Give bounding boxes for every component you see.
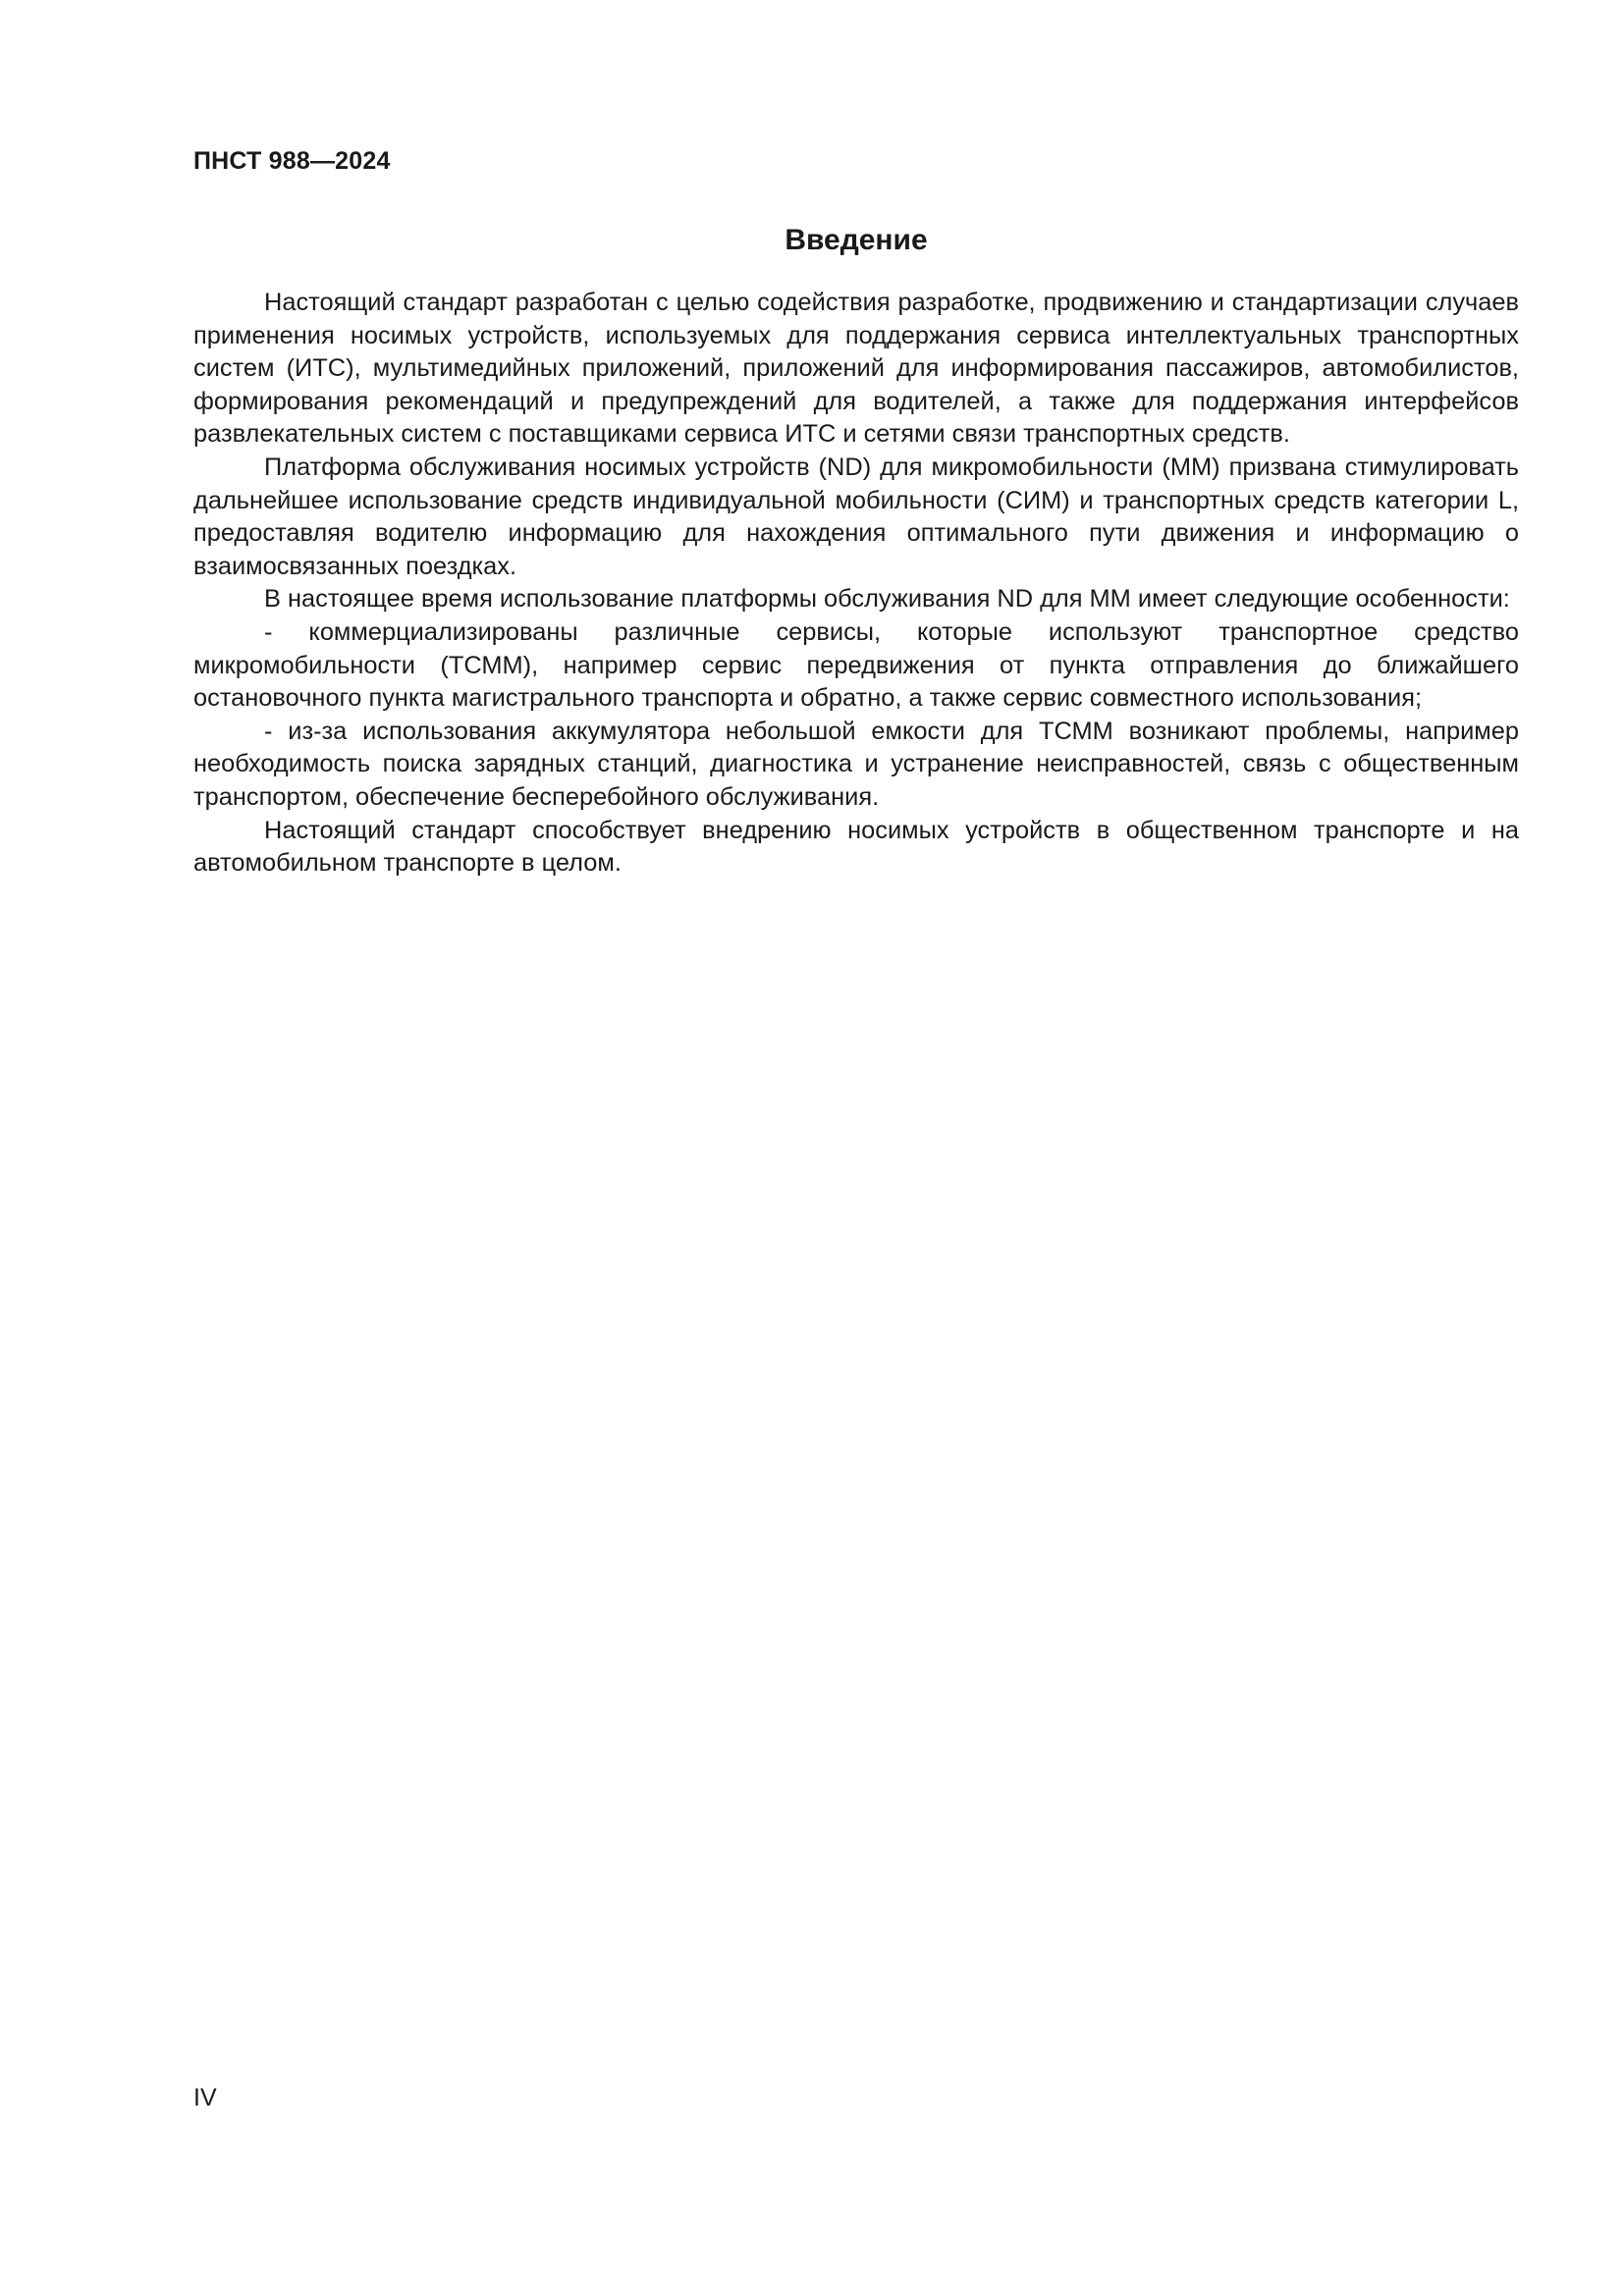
list-item: - из-за использования аккумулятора небольшой емкости для ТСММ возникают проблемы, например необходимость поиска зарядных станций, диагностика и устранение неисправностей, связь с общественным транспортом, обеспечение бесперебойного обслуживания.: [193, 717, 1519, 811]
paragraph: Настоящий стандарт способствует внедрению носимых устройств в общественном транспорте и на автомобильном транспорте в целом.: [193, 816, 1519, 878]
page-number: IV: [193, 2084, 217, 2111]
paragraph: В настоящее время использование платформы обслуживания ND для ММ имеет следующие особенности:: [264, 585, 1510, 614]
list-item: - коммерциализированы различные сервисы, которые используют транспортное средство микромобильности (ТСММ), например сервис передвижения от пункта отправления до ближайшего остановочного пункта магистрального транспорта и обратно, а также сервис совместного использования;: [193, 617, 1519, 713]
paragraph: Настоящий стандарт разработан с целью содействия разработке, продвижению и стандартизации случаев применения носимых устройств, используемых для поддержания сервиса интеллектуальных транспортных систем (ИТС), мультимедийных приложений, приложений для информирования пассажиров, автомобилистов, формирования рекомендаций и предупреждений для водителей, а также для поддержания интерфейсов развлекательных систем с поставщиками сервиса ИТС и сетями связи транспортных средств.: [193, 289, 1519, 449]
body-text: [193, 287, 1519, 881]
section-title: Введение: [785, 224, 928, 256]
standard-id: ПНСТ 988—2024: [193, 147, 391, 175]
paragraph: Платформа обслуживания носимых устройств (ND) для микромобильности (ММ) призвана стимулировать дальнейшее использование средств индивидуальной мобильности (СИМ) и транспортных средств категории L, предоставляя водителю информацию для нахождения оптимального пути движения и информацию о взаимосвязанных поездках.: [193, 453, 1519, 580]
